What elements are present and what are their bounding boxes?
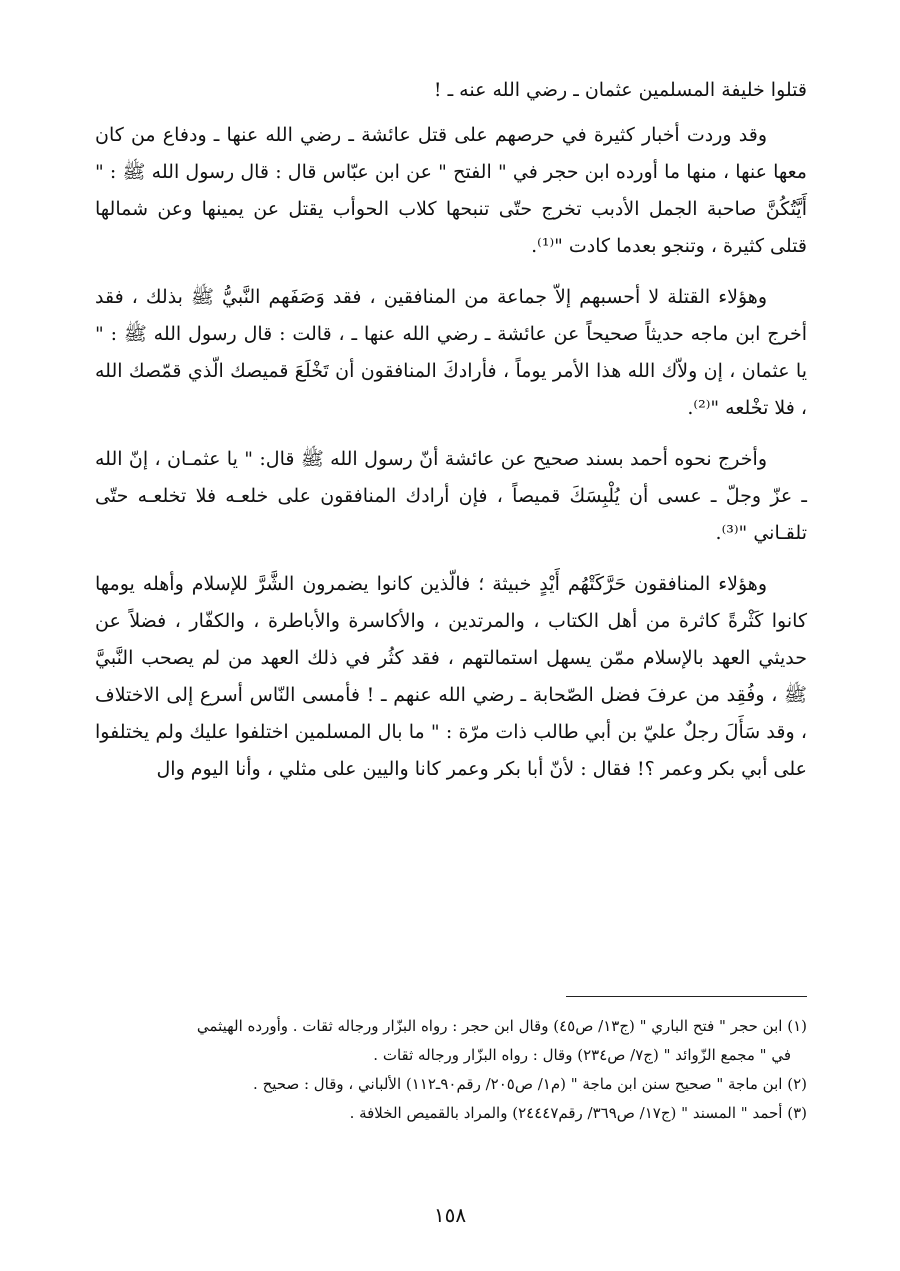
footnote-1-continuation: في " مجمع الزّوائد " (ج٧/ ص٢٣٤) وقال : رواه البزّار ورجاله ثقات . bbox=[373, 1046, 791, 1064]
footnote-divider bbox=[566, 996, 807, 997]
page-body bbox=[95, 72, 807, 788]
paragraph-continuation: قتلوا خليفة المسلمين عثمان ـ رضي الله عنه ـ ! bbox=[433, 79, 807, 101]
paragraph-aisha-hadith: وقد وردت أخبار كثيرة في حرصهم على قتل عائشة ـ رضي الله عنها ـ ودفاع من كان معها عنها ، منها ما أورده ابن حجر في " الفتح " عن ابن عبّاس قال : قال رسول الله ﷺ : " أَيَّتُكُنَّ صاحبة الجمل الأدبب تخرج حتّى تنبحها كلاب الحوأب يقتل عن يمينها وعن شمالها قتلى كثيرة ، وتنجو بعدما كادت "⁽¹⁾. bbox=[95, 124, 807, 257]
footnote-1: (١) ابن حجر " فتح الباري " (ج١٣/ ص٤٥) وقال ابن حجر : رواه البزّار ورجاله ثقات . وأورده الهيثمي bbox=[196, 1017, 807, 1035]
page-number: ١٥٨ bbox=[433, 1203, 467, 1227]
paragraph-hypocrites-killers: وهؤلاء القتلة لا أحسبهم إلاّ جماعة من المنافقين ، فقد وَصَفَهم النَّبيُّ ﷺ بذلك ، فقد أخرج ابن ماجه حديثاً صحيحاً عن عائشة ـ رضي الله عنها ـ ، قالت : قال رسول الله ﷺ : " يا عثمان ، إن ولاّك الله هذا الأمر يوماً ، فأرادكَ المنافقون أن تَخْلَعَ قميصك الّذي قمّصك الله ، فلا تخْلعه "⁽²⁾. bbox=[95, 286, 808, 419]
footnotes bbox=[95, 1012, 807, 1128]
paragraph-evil-hands: وهؤلاء المنافقون حَرَّكَتْهُم أَيْدٍ خبيثة ؛ فالّذين كانوا يضمرون الشَّرَّ للإسلام وأهله يومها كانوا كَثْرةً كاثرة من أهل الكتاب ، والمرتدين ، والأكاسرة والأباطرة ، والكفّار ، فضلاً عن حديثي العهد بالإسلام ممّن يسهل استمالتهم ، فقد كثُر في ذلك العهد من لم يصحب النَّبيَّ ﷺ ، وفُقِد من عرفَ فضل الصّحابة ـ رضي الله عنهم ـ ! فأمسى النّاس أسرع إلى الاختلاف ، وقد سَأَلَ رجلٌ عليّ بن أبي طالب ذات مرّة : " ما بال المسلمين اختلفوا عليك ولم يختلفوا على أبي بكر وعمر ؟! فقال : لأنّ أبا بكر وعمر كانا واليين على مثلي ، وأنا اليوم وال bbox=[95, 573, 807, 780]
footnote-3: (٣) أحمد " المسند " (ج١٧/ ص٣٦٩/ رقم٢٤٤٤٧) والمراد بالقميص الخلافة . bbox=[349, 1104, 807, 1122]
paragraph-ahmad-narration: وأخرج نحوه أحمد بسند صحيح عن عائشة أنّ رسول الله ﷺ قال: " يا عثمـان ، إنّ الله ـ عزّ وجلّ ـ عسى أن يُلْبِسَكَ قميصاً ، فإن أرادك المنافقون على خلعـه فلا تخلعـه حتّى تلقـاني "⁽³⁾. bbox=[95, 448, 807, 544]
footnote-2: (٢) ابن ماجة " صحيح سنن ابن ماجة " (م١/ ص٢٠٥/ رقم٩٠ـ١١٢) الألباني ، وقال : صحيح . bbox=[253, 1075, 807, 1093]
